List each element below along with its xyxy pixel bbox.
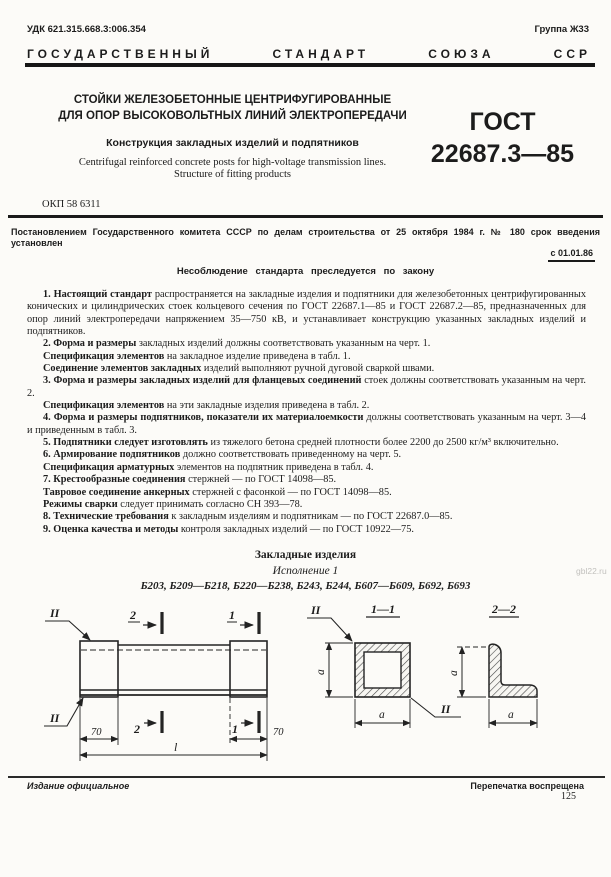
section-1-1-inner [364,652,401,688]
body-paragraph: 9. Оценка качества и методы контроля закладных изделий — по ГОСТ 10922—75. [43,523,414,535]
document-header-row [27,24,589,35]
body-paragraph: 2. Форма и размеры закладных изделий должны соответствовать указанным на черт. 1. [43,338,431,350]
body-paragraph: Тавровое соединение анкерных стержней с фасонкой — по ГОСТ 14098—85. [43,486,392,498]
weld-leader [307,618,352,641]
dim-total-length-label: l [174,740,178,754]
title-block [40,92,425,180]
title-en-line1: Centrifugal reinforced concrete posts for high-voltage transmission lines. [78,157,387,168]
dim-70-right-label: 70 [273,727,284,738]
divider-rule [8,215,603,218]
body-paragraph: 1. Настоящий стандарт распространяется на закладные изделия и подпятники для железобетонных центрифугированных конических и цилиндрических стоек кольцевого сечения по ГОСТ 22687.1—85 и ГОСТ 22687.2—85, предназначенных для опор линий электропередачи напряжением 35—750 кВ, и устанавливает конструкцию указанных закладных изделий и подпятников. [27,289,586,338]
section-2-2-angle [489,644,537,697]
figure-cross-sections [305,600,600,772]
section-2-2-title: 2—2 [492,602,516,616]
dim-a-label: a [315,669,327,675]
state-standard-line: ГОСУДАРСТВЕННЫЙ СТАНДАРТ СОЮЗА ССР [27,47,591,61]
section-marker-2-label: 2 [130,608,136,622]
effective-date: с 01.01.86 [548,248,595,262]
dim-70-left-label: 70 [91,727,102,738]
figure-plan-view [28,600,305,772]
title-en-line2: Structure of fitting products [174,168,291,180]
body-paragraph: 8. Технические требования к закладным изделиям и подпятникам — по ГОСТ 22687.0—85. [43,511,453,523]
law-notice: Несоблюдение стандарта преследуется по закону [176,266,435,277]
body-paragraph: 6. Армирование подпятников должно соответствовать приведенному на черт. 5. [43,449,402,461]
section-marker-2-label: 2 [134,722,140,736]
section-marker-1-label: 1 [229,608,235,622]
end-plate-left [80,641,118,697]
weld-mark-label: II [50,606,60,620]
body-paragraph: 5. Подпятники следует изготовлять из тяжелого бетона средней плотности более 2200 до 2500 кг/м³ включительно. [43,437,559,449]
title-ru-line1: СТОЙКИ ЖЕЛЕЗОБЕТОННЫЕ ЦЕНТРИФУГИРОВАННЫЕ [73,94,392,106]
section-1-1-title: 1—1 [371,602,395,616]
dim-a-label: a [508,709,514,721]
footer-row [27,781,584,791]
dim-a-label: a [379,709,385,721]
title-ru-line2: ДЛЯ ОПОР ВЫСОКОВОЛЬТНЫХ ЛИНИЙ ЭЛЕКТРОПЕРЕДАЧИ [58,110,407,122]
body-paragraph: Спецификация элементов на эти закладные изделия приведена в табл. 2. [43,400,370,412]
body-paragraph: Режимы сварки следует принимать согласно СН 393—78. [43,498,303,510]
group-code: Группа Ж33 [534,24,589,35]
reprint-note: Перепечатка воспрещена [470,781,584,791]
okp-code: ОКП 58 6311 [42,199,101,210]
gost-number-block [420,106,585,170]
udk-code: УДК 621.315.668.3:006.354 [27,24,146,35]
section-subheading: Исполнение 1 [272,565,339,577]
body-paragraph: Спецификация арматурных элементов на подпятник приведена в табл. 4. [43,461,374,473]
gost-number: 22687.3—85 [430,140,575,168]
gost-label: ГОСТ [469,108,536,136]
section-item-codes: Б203, Б209—Б218, Б220—Б238, Б243, Б244, Б607—Б609, Б692, Б693 [140,580,471,592]
weld-mark-label: II [50,711,60,725]
watermark: gbl22.ru [576,566,607,576]
body-paragraph: Соединение элементов закладных изделий выполняют ручной дуговой сваркой швами. [43,363,435,375]
section-headings [0,547,611,594]
section-heading: Закладные изделия [254,549,357,561]
weld-leader [411,698,461,717]
end-plate-right [230,641,267,697]
technical-drawings [28,600,600,772]
page-number: 125 [561,791,576,802]
weld-mark-label: II [441,702,451,716]
body-paragraph: 4. Форма и размеры подпятников, показатели их материалоемкости должны соответствовать указанным на черт. 3—4 и приведенным в табл. 3. [27,412,586,436]
section-marker-1-label: 1 [232,722,238,736]
footer-rule [8,776,605,778]
weld-leader-top [45,621,90,640]
weld-mark-label: II [311,603,321,617]
title-subtitle: Конструкция закладных изделий и подпятников [106,137,359,149]
decree-text: Постановлением Государственного комитета СССР по делам строительства от 25 октября 1984 г. № 180 срок введения установлен [11,227,600,248]
body-text [27,289,586,547]
header-rule [25,63,595,67]
dim-a-label: a [448,670,460,676]
edition-note: Издание официальное [27,781,130,791]
body-paragraph: Спецификация элементов на закладное изделие приведена в табл. 1. [43,350,351,362]
body-paragraph: 7. Крестообразные соединения стержней — по ГОСТ 14098—85. [43,474,337,486]
body-paragraph: 3. Форма и размеры закладных изделий для фланцевых соединений стоек должны соответствовать указанным на черт. 2. [27,375,586,399]
